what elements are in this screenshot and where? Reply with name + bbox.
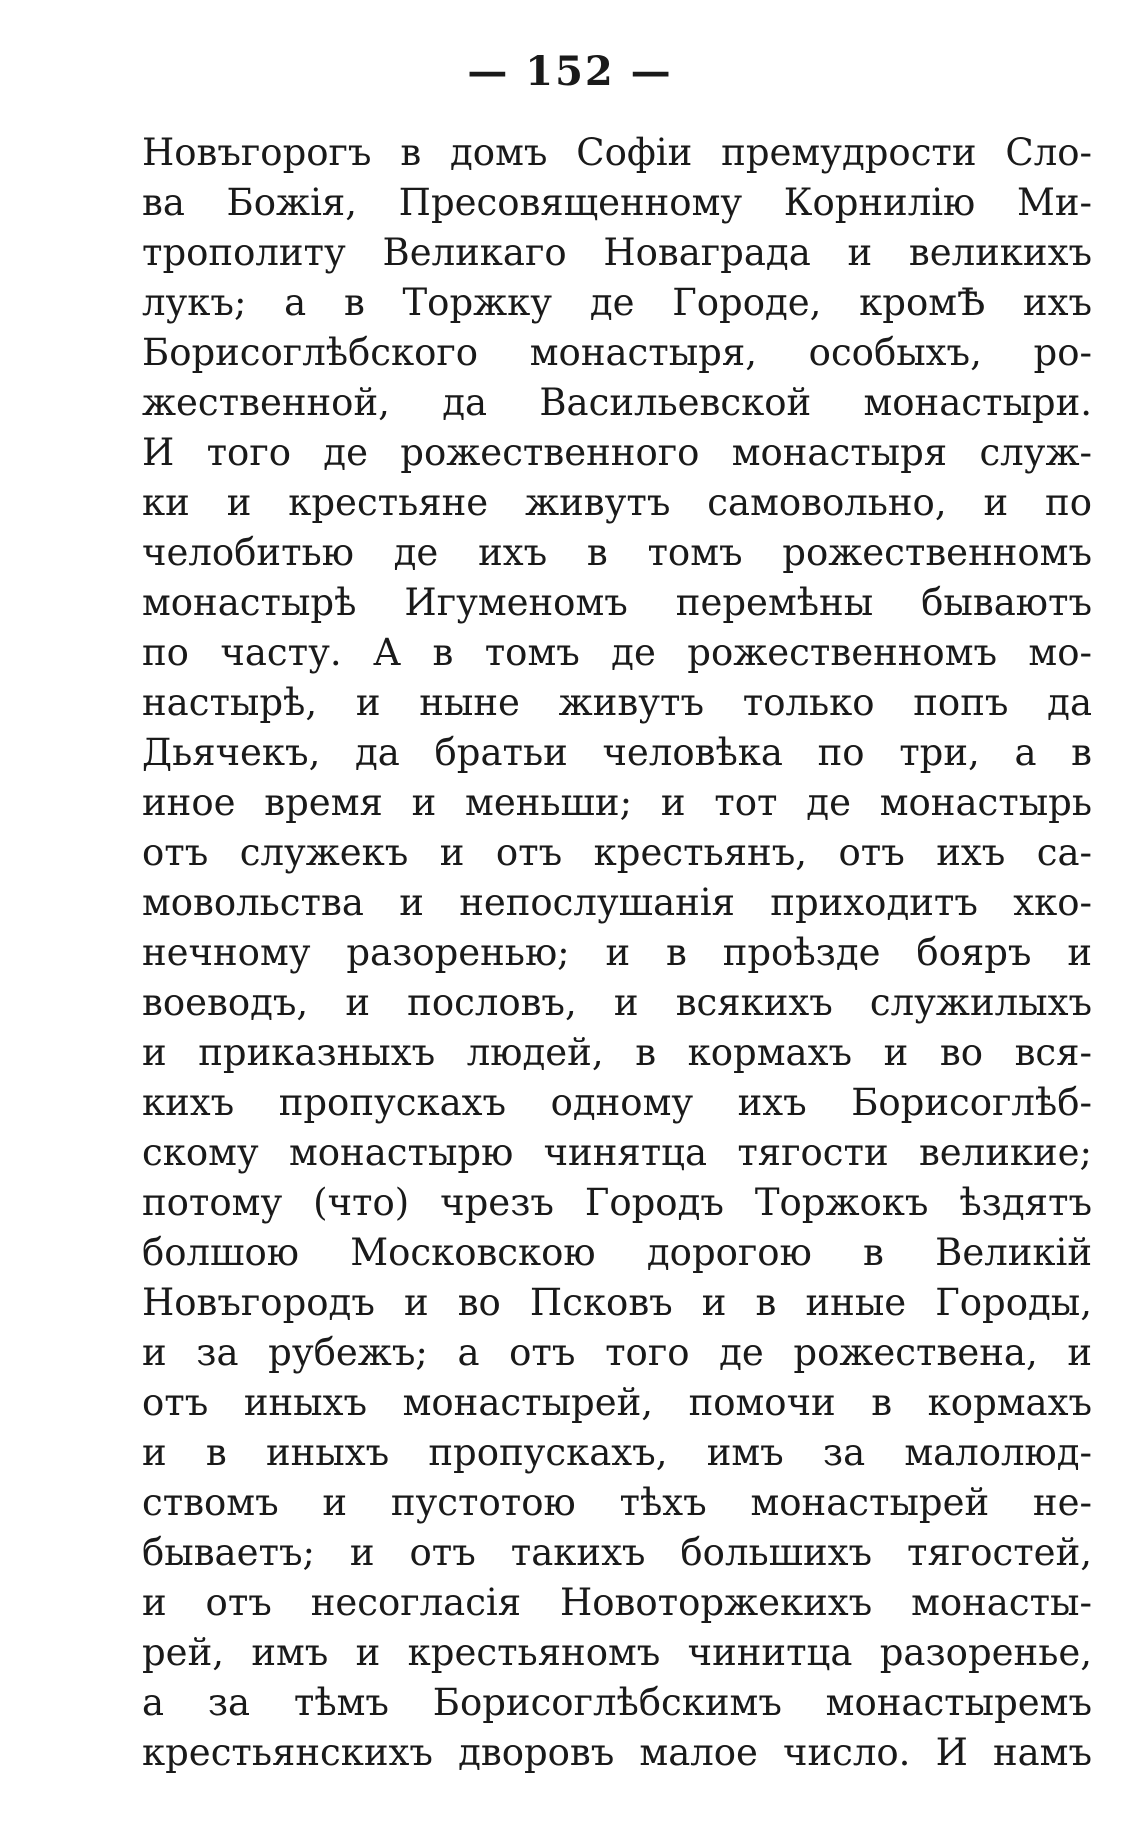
text-line: кихъ пропускахъ одному ихъ Борисоглѣб- [142,1081,1092,1124]
text-line: Дьячекъ, да братьи человѣка по три, а в [142,731,1092,774]
text-line: отъ служекъ и отъ крестьянъ, отъ ихъ са- [142,831,1092,874]
text-line: отъ иныхъ монастырей, помочи в кормахъ [142,1381,1092,1424]
text-line: настырѣ, и ныне живутъ только попъ да [142,681,1092,724]
text-line: жественной, да Васильевской монастыри. [142,381,1092,424]
text-line: болшою Московскою дорогою в Великій [142,1231,1092,1274]
text-line: а за тѣмъ Борисоглѣбскимъ монастыремъ [142,1681,1092,1724]
text-line: и отъ несогласія Новоторжекихъ монасты- [142,1581,1092,1624]
text-line: монастырѣ Игуменомъ перемѣны бываютъ [142,581,1092,624]
text-line: лукъ; а в Торжку де Городе, кромѢ ихъ [142,281,1092,324]
text-line: и за рубежъ; а отъ того де рожествена, и [142,1331,1092,1374]
text-line: мовольства и непослушанія приходитъ хко- [142,881,1092,924]
body-text [142,128,1092,1778]
text-line: трополиту Великаго Новаграда и великихъ [142,231,1092,274]
text-line: иное время и меньши; и тот де монастырь [142,781,1092,824]
text-line: ва Божія, Пресовященному Корнилію Ми- [142,181,1092,224]
text-line: и в иныхъ пропускахъ, имъ за малолюд- [142,1431,1092,1474]
text-line: по часту. А в томъ де рожественномъ мо- [142,631,1092,674]
text-line: крестьянскихъ дворовъ малое число. И намъ [142,1731,1092,1774]
text-line: Новъгородъ и во Псковъ и в иные Городы, [142,1281,1092,1324]
text-line: ки и крестьяне живутъ самовольно, и по [142,481,1092,524]
text-line: Новъгорогъ в домъ Софіи премудрости Сло- [142,131,1092,174]
text-line: потому (что) чрезъ Городъ Торжокъ ѣздятъ [142,1181,1092,1224]
text-line: рей, имъ и крестьяномъ чинитца разоренье, [142,1631,1092,1674]
page-number: — 152 — [467,48,673,95]
text-line: Борисоглѣбского монастыря, особыхъ, ро- [142,331,1092,374]
text-line: бываетъ; и отъ такихъ большихъ тягостей, [142,1531,1092,1574]
text-line: челобитью де ихъ в томъ рожественномъ [142,531,1092,574]
text-line: и приказныхъ людей, в кормахъ и во вся- [142,1031,1092,1074]
text-line: ствомъ и пустотою тѣхъ монастырей не- [142,1481,1092,1524]
text-line: И того де рожественного монастыря служ- [142,431,1092,474]
text-line: скому монастырю чинятца тягости великие; [142,1131,1092,1174]
text-line: воеводъ, и пословъ, и всякихъ служилыхъ [142,981,1092,1024]
text-line: нечному разоренью; и в проѣзде бояръ и [142,931,1092,974]
